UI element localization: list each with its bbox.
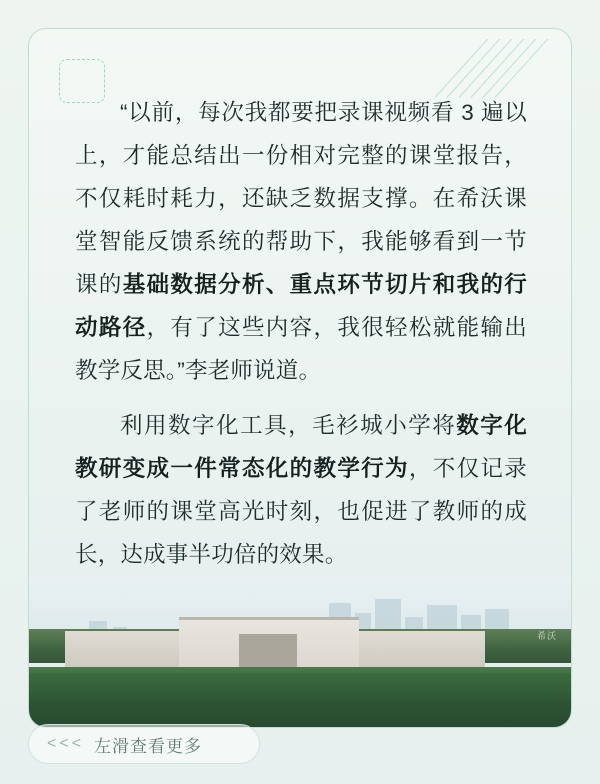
swipe-more-label: 左滑查看更多: [94, 736, 203, 756]
swipe-more-button[interactable]: [28, 724, 260, 764]
article-card: [28, 28, 572, 728]
chevron-left-icon: <<<: [47, 735, 85, 752]
photo-lawn: [29, 673, 571, 727]
body-text: ，不仅记录了老师的课堂高光时刻，也促进了教师的成长，达成事半功倍的效果。: [75, 456, 527, 567]
paragraph-summary: [75, 404, 527, 576]
emphasized-text: 数字化教研变成一件常态化的教学行为: [75, 413, 527, 481]
photo-watermark: 希沃: [536, 631, 557, 641]
emphasized-text: 基础数据分析、重点环节切片和我的行动路径: [75, 272, 527, 340]
article-body: [75, 91, 527, 588]
body-text: 利用数字化工具，毛衫城小学将: [120, 413, 457, 438]
paragraph-quote: [75, 91, 527, 392]
campus-photo: [29, 577, 571, 727]
body-text: “以前，每次我都要把录课视频看 3 遍以上，才能总结出一份相对完整的课堂报告，不仅耗时耗力，还缺乏数据支撑。在希沃课堂智能反馈系统的帮助下，我能够看到一节课的: [75, 100, 527, 297]
body-text: ，有了这些内容，我很轻松就能输出教学反思。”李老师说道。: [75, 315, 528, 383]
